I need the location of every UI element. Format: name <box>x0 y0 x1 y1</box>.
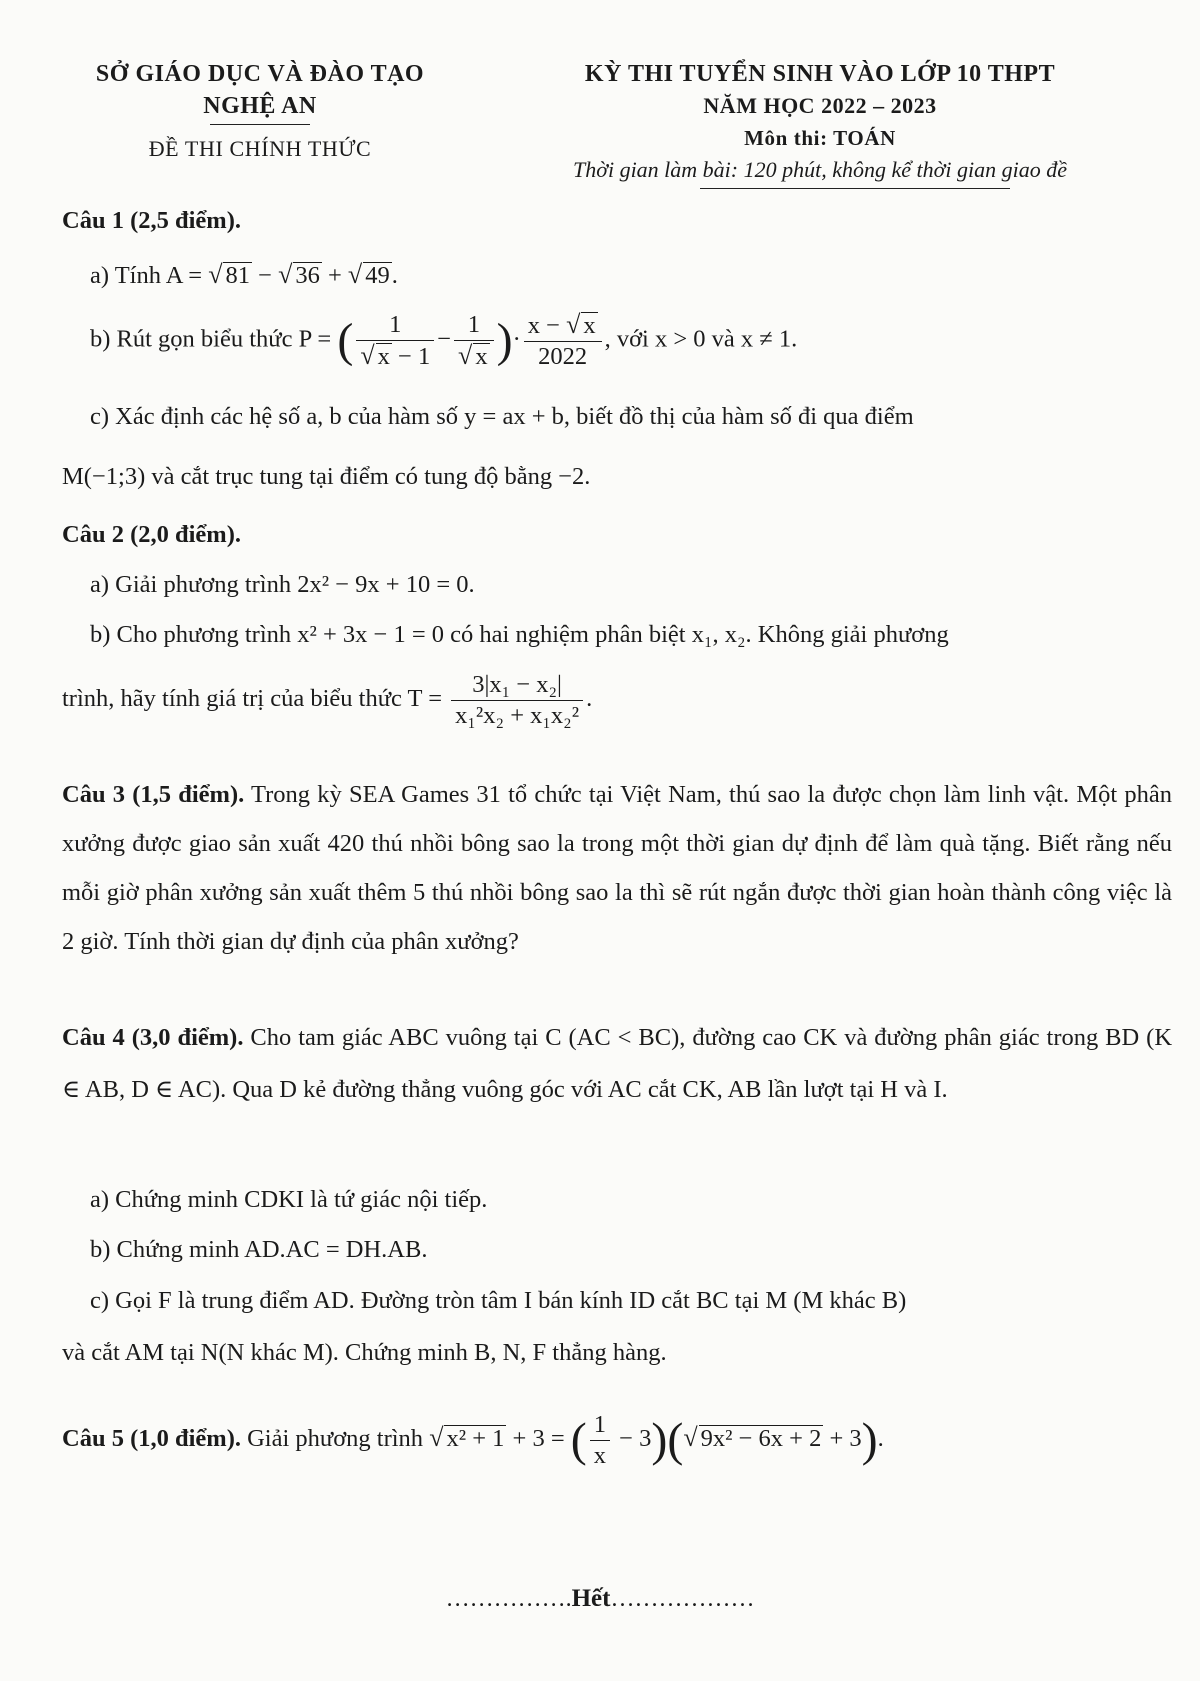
header-left <box>60 58 460 165</box>
header-right <box>500 58 1140 189</box>
q3-text: Trong kỳ SEA Games 31 tổ chức tại Việt Nam, thú sao la được chọn làm linh vật. Một phân xưởng được giao sản xuất 420 thú nhồi bông sao la trong một thời gian dự định để làm quà tặng. Biết rằng nếu mỗi giờ phân xưởng sản xuất thêm 5 thú nhồi bông sao la thì sẽ rút ngắn được thời gian hoàn thành công việc là 2 giờ. Tính thời gian dự định của phân xưởng? <box>62 781 1172 955</box>
q5: Câu 5 (1,0 điểm). Giải phương trình √ x² + 1 + 3 = ( $\frac{1}{x}$ − 3)(√ 9x² − 6x + 2 + 3). <box>62 1410 1172 1471</box>
q1-a-expr: A = √ 81 − √ 36 + √ 49. <box>166 262 398 289</box>
q4-c-line2: và cắt AM tại N(N khác M). Chứng minh B, N, F thẳng hàng. <box>62 1339 667 1366</box>
dept-name: SỞ GIÁO DỤC VÀ ĐÀO TẠO <box>95 61 425 87</box>
q1-b-frac2: 1 √ x <box>454 310 494 372</box>
exam-title: KỲ THI TUYỂN SINH VÀO LỚP 10 THPT <box>584 61 1056 87</box>
header-divider-left <box>210 124 310 125</box>
q3-title: Câu 3 (1,5 điểm). <box>62 781 245 808</box>
q4-title: Câu 4 (3,0 điểm). <box>62 1024 244 1051</box>
q1-title: Câu 1 (2,5 điểm). <box>62 207 241 234</box>
q1-b-frac3: $\frac{x - √ x}{2022}$ <box>524 310 602 372</box>
q5-frac: $\frac{1}{x}$ <box>590 1410 610 1471</box>
q2-a: a) Giải phương trình 2x² − 9x + 10 = 0. <box>90 571 475 598</box>
province-name: NGHỆ AN <box>203 93 317 119</box>
q1-c-line2: M(−1;3) và cắt trục tung tại điểm có tung độ bằng −2. <box>62 463 591 490</box>
q1-b-frac1: 1 √ x − 1 <box>356 310 434 372</box>
school-year: NĂM HỌC 2022 – 2023 <box>703 93 937 118</box>
q5-title: Câu 5 (1,0 điểm). <box>62 1425 241 1453</box>
q1-a: a) Tính A = √ 81 − √ 36 + √ 49. <box>90 258 398 293</box>
q2-b-frac: $\frac{\text{3|x₁ − x₂|}}{\text{x₁²x₂ + x₁x₂²}}$ <box>451 670 583 731</box>
header-divider-right <box>700 188 1010 189</box>
subject: Môn thi: TOÁN <box>744 126 896 150</box>
q2-title: Câu 2 (2,0 điểm). <box>62 521 241 548</box>
q2-b-line2: trình, hãy tính giá trị của biểu thức T = $\frac{\text{3|x₁ − x₂|}}{\text{x₁²x₂ + x₁x₂²}}$ . <box>62 671 593 729</box>
official-label: ĐỀ THI CHÍNH THỨC <box>148 136 372 161</box>
time-limit: Thời gian làm bài: 120 phút, không kể thời gian giao đề <box>572 157 1067 182</box>
q4 <box>62 1012 1172 1116</box>
end-marker: …………….Hết……………… <box>445 1585 755 1612</box>
q4-b: b) Chứng minh AD.AC = DH.AB. <box>90 1236 428 1263</box>
q4-c-line1: c) Gọi F là trung điểm AD. Đường tròn tâm I bán kính ID cắt BC tại M (M khác B) <box>90 1287 907 1314</box>
q4-a: a) Chứng minh CDKI là tứ giác nội tiếp. <box>90 1186 488 1213</box>
q1-c-line1: c) Xác định các hệ số a, b của hàm số y = ax + b, biết đồ thị của hàm số đi qua điểm <box>90 403 914 430</box>
q4-text: Cho tam giác ABC vuông tại C (AC < BC), đường cao CK và đường phân giác trong BD (K ∈ AB, D ∈ AC). Qua D kẻ đường thẳng vuông góc với AC cắt CK, AB lần lượt tại H và I. <box>62 1024 1173 1103</box>
q1-b: b) Rút gọn biểu thức P = ( 1 √ x − 1 − 1 √ x )· $\frac{x - √ x}{2022}$ , với x > 0 và x ≠ 1. <box>90 310 797 372</box>
q3 <box>62 770 1172 966</box>
q2-b-line1: b) Cho phương trình x² + 3x − 1 = 0 có hai nghiệm phân biệt x₁, x₂. Không giải phương <box>90 621 949 648</box>
